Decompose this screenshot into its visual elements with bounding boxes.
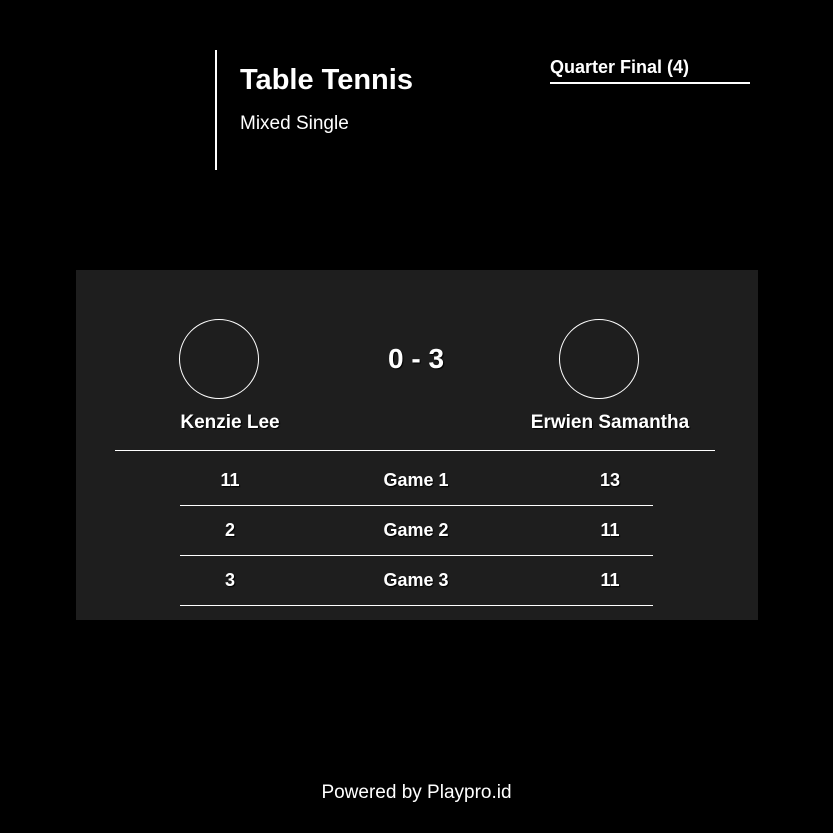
- header-divider: [215, 50, 217, 170]
- game-label: Game 3: [383, 570, 449, 590]
- scoreboard-divider: [115, 450, 715, 451]
- round-label: Quarter Final (4): [550, 55, 750, 84]
- away-game-score: 13: [599, 470, 621, 490]
- game-scores-table: [180, 456, 653, 606]
- game-row: [180, 506, 653, 556]
- home-game-score: 11: [220, 470, 240, 490]
- game-label: Game 2: [383, 520, 449, 540]
- game-row: [180, 556, 653, 606]
- away-player-name: Erwien Samantha: [530, 412, 690, 433]
- scoreboard-card: [76, 270, 758, 620]
- sport-title: Table Tennis: [240, 64, 413, 96]
- home-player-name: Kenzie Lee: [180, 412, 280, 433]
- home-game-score: 2: [224, 520, 235, 540]
- match-score: 0 - 3: [387, 343, 445, 374]
- game-label: Game 1: [383, 470, 449, 490]
- away-game-score: 11: [600, 520, 620, 540]
- home-game-score: 3: [224, 570, 235, 590]
- away-player-avatar: [559, 319, 639, 399]
- game-row: [180, 456, 653, 506]
- event-category: Mixed Single: [240, 113, 349, 134]
- powered-by-footer: Powered by Playpro.id: [321, 782, 512, 803]
- home-player-avatar: [179, 319, 259, 399]
- away-game-score: 11: [600, 570, 620, 590]
